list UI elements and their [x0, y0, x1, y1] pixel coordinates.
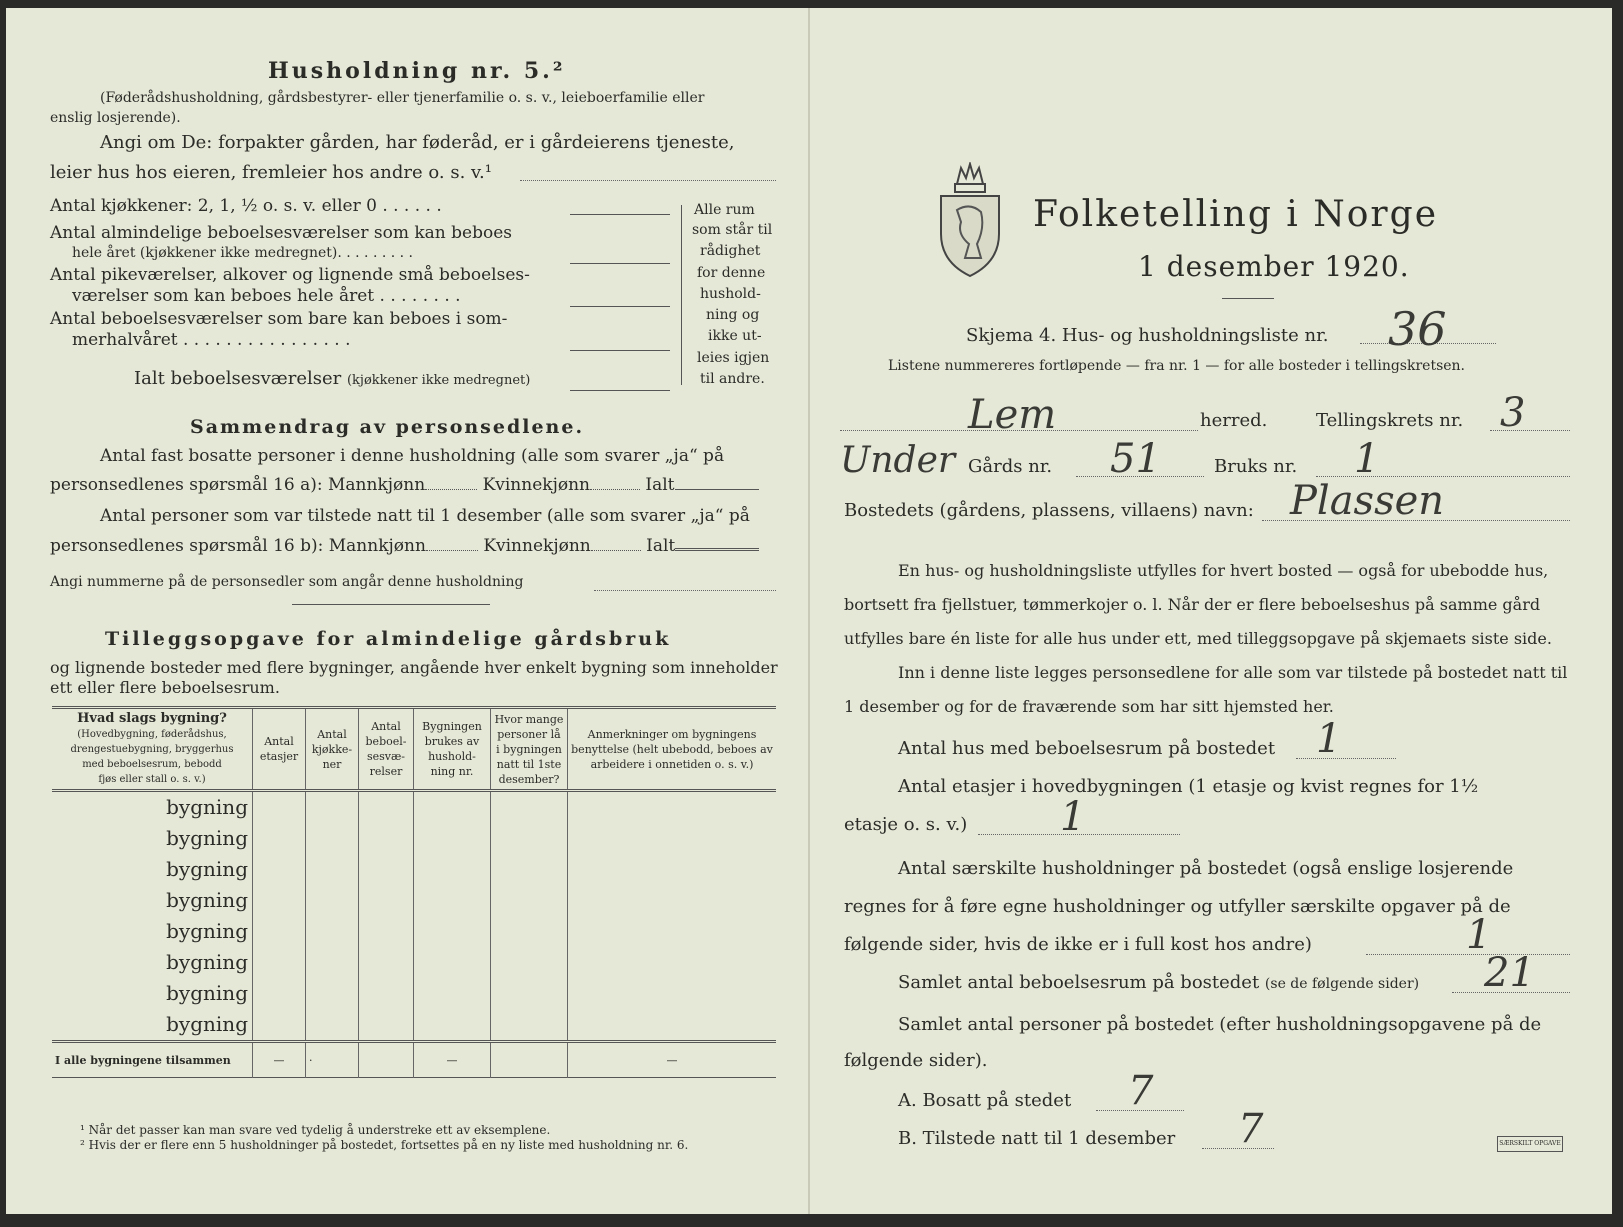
fast-ialt-label: Ialt — [645, 475, 675, 495]
section-divider — [292, 604, 490, 605]
vaerelser-cell[interactable] — [359, 916, 414, 947]
anmerkning-cell[interactable] — [568, 885, 777, 916]
list-numbering-note: Listene nummereres fortløpende — fra nr. 1 — for alle bosteder i tellingskretsen. — [888, 358, 1466, 374]
fast-ialt-field[interactable] — [675, 489, 759, 490]
etasjer-cell[interactable] — [253, 916, 306, 947]
side-note-line: leies igjen — [697, 350, 770, 366]
total-rooms-text: Ialt beboelsesværelser — [134, 368, 342, 389]
saerskilte-line-1: Antal særskilte husholdninger på bostedet (også enslige losjerende — [898, 858, 1514, 879]
anmerkning-cell[interactable] — [568, 823, 777, 854]
skjema-label: Skjema 4. Hus- og husholdningsliste nr. — [966, 325, 1329, 346]
col-beboelsesvaerelser: Antal beboel-sesvæ-relser — [359, 708, 414, 791]
kjokkener-cell[interactable] — [306, 791, 359, 824]
footnote-2: ² Hvis der er flere enn 5 husholdninger på bostedet, fortsettes på en ny liste med husholdning nr. 6. — [80, 1138, 689, 1152]
building-table-header — [52, 708, 776, 791]
husholdning-cell[interactable] — [414, 978, 491, 1009]
kjokkener-cell[interactable] — [306, 885, 359, 916]
title-divider — [1222, 298, 1274, 299]
etasjer-cell[interactable] — [253, 978, 306, 1009]
instruction-line-2: bortsett fra fjellstuer, tømmerkojer o. l. Når der er flere beboelseshus på samme gård — [844, 595, 1541, 614]
anmerkning-cell[interactable] — [568, 1009, 777, 1042]
side-note-line: rådighet — [700, 243, 761, 259]
ordinary-rooms-label-2: hele året (kjøkkener ikke medregnet). . . . . . . . . — [72, 245, 414, 261]
side-note-line: Alle rum — [694, 202, 755, 218]
total-etasjer: — — [253, 1042, 306, 1078]
tellingskrets-label: Tellingskrets nr. — [1316, 410, 1464, 431]
col-etasjer: Antal etasjer — [253, 708, 306, 791]
anmerkning-cell[interactable] — [568, 947, 777, 978]
husholdning-cell[interactable] — [414, 1009, 491, 1042]
under-annotation: Under — [840, 440, 956, 481]
building-cell: bygning — [166, 981, 248, 1005]
col-husholdning-nr: Bygningen brukes av hushold-ning nr. — [414, 708, 491, 791]
form-title: Folketelling i Norge — [1033, 194, 1438, 235]
fast-mann-field[interactable] — [425, 489, 477, 490]
anmerkning-cell[interactable] — [568, 916, 777, 947]
side-note-line: som står til — [692, 222, 773, 238]
total-vaerelser — [359, 1042, 414, 1078]
building-table-body — [52, 791, 776, 1042]
saerskilte-value: 1 — [1466, 912, 1492, 958]
bosatt-value: 7 — [1128, 1068, 1154, 1114]
hus-value: 1 — [1316, 716, 1342, 762]
household-title: Husholdning nr. 5.² — [268, 58, 566, 84]
anmerkning-cell[interactable] — [568, 978, 777, 1009]
total-husholdning: — — [414, 1042, 491, 1078]
kjokkener-cell[interactable] — [306, 854, 359, 885]
bosted-label: Bostedets (gårdens, plassens, villaens) navn: — [844, 500, 1254, 521]
table-row[interactable] — [52, 791, 776, 824]
personer-cell[interactable] — [491, 791, 568, 824]
building-cell: bygning — [166, 919, 248, 943]
side-note-line: ikke ut- — [708, 328, 762, 344]
total-rooms-label — [134, 368, 530, 389]
kjokkener-cell[interactable] — [306, 947, 359, 978]
maid-rooms-label-2: værelser som kan beboes hele året . . . . . . . . — [72, 286, 461, 306]
col-kjokkener: Antal kjøkke-ner — [306, 708, 359, 791]
tilstede-kvinne-label: Kvinnekjønn — [483, 536, 591, 556]
building-cell: bygning — [166, 888, 248, 912]
summary-16b-label: personsedlenes spørsmål 16 b): Mannkjønn — [50, 536, 426, 556]
numbers-answer[interactable] — [594, 590, 776, 591]
household-intro-1: (Føderådshusholdning, gårdsbestyrer- eller tjenerfamilie o. s. v., leieboerfamilie eller — [100, 90, 705, 106]
summer-rooms-label-1: Antal beboelsesværelser som bare kan beboes i som- — [50, 309, 508, 329]
vaerelser-cell[interactable] — [359, 854, 414, 885]
bruks-value: 1 — [1354, 436, 1380, 482]
total-rooms-note: (kjøkkener ikke medregnet) — [346, 373, 531, 388]
angi-om-answer-line[interactable] — [520, 180, 776, 181]
angi-om-line-2: leier hus hos eieren, fremleier hos andre o. s. v.¹ — [50, 162, 492, 183]
instruction-line-5: 1 desember og for de fraværende som har sitt hjemsted her. — [844, 697, 1334, 716]
bruks-label: Bruks nr. — [1214, 456, 1298, 477]
personer-cell[interactable] — [491, 916, 568, 947]
personer-cell[interactable] — [491, 1009, 568, 1042]
kitchens-label: Antal kjøkkener: 2, 1, ½ o. s. v. eller 0 . . . . . . — [50, 196, 442, 216]
etasjer-cell[interactable] — [253, 947, 306, 978]
personer-cell[interactable] — [491, 947, 568, 978]
personer-line-1: Samlet antal personer på bostedet (efter husholdningsopgavene på de — [898, 1014, 1542, 1035]
building-cell: bygning — [166, 857, 248, 881]
vaerelser-cell[interactable] — [359, 978, 414, 1009]
gards-value: 51 — [1110, 436, 1161, 482]
personer-cell[interactable] — [491, 978, 568, 1009]
summer-rooms-label-2: merhalvåret . . . . . . . . . . . . . . . . — [72, 330, 351, 350]
ordinary-rooms-answer[interactable] — [570, 263, 670, 264]
hus-line[interactable] — [1296, 758, 1396, 759]
stamp-box: SÆRSKILT OPGAVE — [1497, 1136, 1563, 1152]
table-row[interactable] — [52, 823, 776, 854]
maid-rooms-answer[interactable] — [570, 306, 670, 307]
kjokkener-cell[interactable] — [306, 1009, 359, 1042]
summary-line-3: Antal personer som var tilstede natt til 1 desember (alle som svarer „ja“ på — [100, 506, 750, 526]
page-fold — [808, 8, 810, 1214]
husholdning-cell[interactable] — [414, 854, 491, 885]
herred-value: Lem — [968, 392, 1057, 438]
rum-note: (se de følgende sider) — [1264, 976, 1420, 992]
summary-line-2 — [50, 475, 759, 495]
saerskilte-line-2: regnes for å føre egne husholdninger og utfyller særskilte opgaver på de — [844, 896, 1511, 917]
husholdning-cell[interactable] — [414, 791, 491, 824]
summer-rooms-answer[interactable] — [570, 350, 670, 351]
table-row[interactable] — [52, 947, 776, 978]
total-anmerkning: — — [568, 1042, 777, 1078]
numbers-label: Angi nummerne på de personsedler som angår denne husholdning — [50, 574, 524, 590]
gards-label: Gårds nr. — [968, 456, 1053, 477]
kitchens-answer[interactable] — [570, 214, 670, 215]
herred-label: herred. — [1200, 410, 1268, 431]
bosatt-label: A. Bosatt på stedet — [898, 1090, 1072, 1111]
vaerelser-cell[interactable] — [359, 791, 414, 824]
vaerelser-cell[interactable] — [359, 823, 414, 854]
etasjer-cell[interactable] — [253, 823, 306, 854]
personer-cell[interactable] — [491, 854, 568, 885]
personer-cell[interactable] — [491, 885, 568, 916]
fast-kvinne-field[interactable] — [590, 489, 640, 490]
instruction-line-1: En hus- og husholdningsliste utfylles for hvert bosted — også for ubebodde hus, — [898, 561, 1549, 580]
anmerkning-cell[interactable] — [568, 791, 777, 824]
side-note-line: til andre. — [700, 371, 765, 387]
tillegg-line-2: ett eller flere beboelsesrum. — [50, 678, 280, 697]
tilstede-label: B. Tilstede natt til 1 desember — [898, 1128, 1176, 1149]
kjokkener-cell[interactable] — [306, 916, 359, 947]
summary-line-1: Antal fast bosatte personer i denne husholdning (alle som svarer „ja“ på — [100, 446, 725, 466]
building-cell: bygning — [166, 950, 248, 974]
tilstede-kvinne-field[interactable] — [591, 550, 641, 551]
total-row-label: I alle bygningene tilsammen — [55, 1053, 231, 1067]
household-intro-2: enslig losjerende). — [50, 110, 181, 126]
husholdning-cell[interactable] — [414, 916, 491, 947]
rooms-brace — [681, 205, 682, 385]
angi-om-line-1: Angi om De: forpakter gården, har føderåd, er i gårdeierens tjeneste, — [100, 132, 735, 153]
etasjer-value: 1 — [1060, 794, 1086, 840]
side-note-line: for denne — [697, 265, 766, 281]
tilstede-mann-field[interactable] — [426, 550, 478, 551]
tillegg-line-1: og lignende bosteder med flere bygninger, angående hver enkelt bygning som inneholder — [50, 658, 778, 677]
etasjer-cell[interactable] — [253, 1009, 306, 1042]
total-kjokkener: · — [306, 1042, 359, 1078]
col-personer: Hvor mange personer lå i bygningen natt til 1ste desember? — [491, 708, 568, 791]
table-row[interactable] — [52, 916, 776, 947]
anmerkning-cell[interactable] — [568, 854, 777, 885]
kjokkener-cell[interactable] — [306, 978, 359, 1009]
vaerelser-cell[interactable] — [359, 885, 414, 916]
col-building-type-text: (Hovedbygning, føderådshus, drengestuebygning, bryggerhus med beboelsesrum, bebodd fjøs eller stall o. s. v.) — [70, 729, 234, 785]
side-note-line: ning og — [706, 307, 760, 323]
table-row[interactable] — [52, 1009, 776, 1042]
saerskilte-line-3: følgende sider, hvis de ikke er i full kost hos andre) — [844, 934, 1312, 955]
etasjer-cell[interactable] — [253, 885, 306, 916]
etasjer-line-1: Antal etasjer i hovedbygningen (1 etasje og kvist regnes for 1½ — [898, 776, 1479, 797]
etasjer-line-2: etasje o. s. v.) — [844, 814, 968, 835]
col-building-type: Hvad slags bygning? (Hovedbygning, føderådshus, drengestuebygning, bryggerhus med beboelsesrum, bebodd fjøs eller stall o. s. v.) — [70, 711, 234, 785]
personer-cell[interactable] — [491, 823, 568, 854]
rum-value: 21 — [1484, 950, 1535, 996]
summary-title: Sammendrag av personsedlene. — [190, 416, 585, 438]
vaerelser-cell[interactable] — [359, 947, 414, 978]
etasjer-cell[interactable] — [253, 854, 306, 885]
building-cell: bygning — [166, 795, 248, 819]
husholdning-cell[interactable] — [414, 947, 491, 978]
summary-16a-label: personsedlenes spørsmål 16 a): Mannkjønn — [50, 475, 426, 495]
personer-line-2: følgende sider). — [844, 1050, 988, 1071]
table-total-row — [52, 1042, 776, 1078]
building-cell: bygning — [166, 826, 248, 850]
maid-rooms-label-1: Antal pikeværelser, alkover og lignende små beboelses- — [50, 265, 530, 285]
footnote-1: ¹ Når det passer kan man svare ved tydelig å understreke ett av eksemplene. — [80, 1123, 551, 1137]
kjokkener-cell[interactable] — [306, 823, 359, 854]
husholdning-cell[interactable] — [414, 885, 491, 916]
summary-line-4 — [50, 536, 759, 556]
table-row[interactable] — [52, 885, 776, 916]
bosted-value: Plassen — [1290, 478, 1445, 524]
tilstede-ialt-label: Ialt — [646, 536, 676, 556]
instruction-line-3: utfylles bare én liste for alle hus under ett, med tilleggsopgave på skjemaets siste side. — [844, 629, 1552, 648]
fast-kvinne-label: Kvinnekjønn — [482, 475, 590, 495]
rum-label — [898, 972, 1419, 993]
husholdning-cell[interactable] — [414, 823, 491, 854]
total-rooms-answer[interactable] — [570, 390, 670, 391]
table-row[interactable] — [52, 854, 776, 885]
tilstede-value: 7 — [1238, 1106, 1264, 1152]
tellingskrets-value: 3 — [1500, 390, 1526, 436]
side-note-line: hushold- — [700, 286, 761, 302]
tilstede-ialt-field[interactable] — [675, 548, 759, 551]
building-table — [52, 706, 776, 1078]
building-cell: bygning — [166, 1012, 248, 1036]
coat-of-arms-icon — [935, 162, 1005, 280]
col-anmerkninger: Anmerkninger om bygningens benyttelse (helt ubebodd, beboes av arbeidere i onnetiden o. s. v.) — [568, 708, 777, 791]
instruction-line-4: Inn i denne liste legges personsedlene for alle som var tilstede på bostedet natt til — [898, 663, 1568, 682]
tillegg-title: Tilleggsopgave for almindelige gårdsbruk — [105, 628, 672, 650]
rum-text: Samlet antal beboelsesrum på bostedet — [898, 972, 1260, 993]
table-row[interactable] — [52, 978, 776, 1009]
form-date: 1 desember 1920. — [1138, 250, 1410, 283]
ordinary-rooms-label-1: Antal almindelige beboelsesværelser som kan beboes — [50, 223, 512, 243]
vaerelser-cell[interactable] — [359, 1009, 414, 1042]
etasjer-cell[interactable] — [253, 791, 306, 824]
hus-label: Antal hus med beboelsesrum på bostedet — [898, 738, 1276, 759]
total-personer — [491, 1042, 568, 1078]
skjema-nr-value: 36 — [1388, 302, 1447, 356]
